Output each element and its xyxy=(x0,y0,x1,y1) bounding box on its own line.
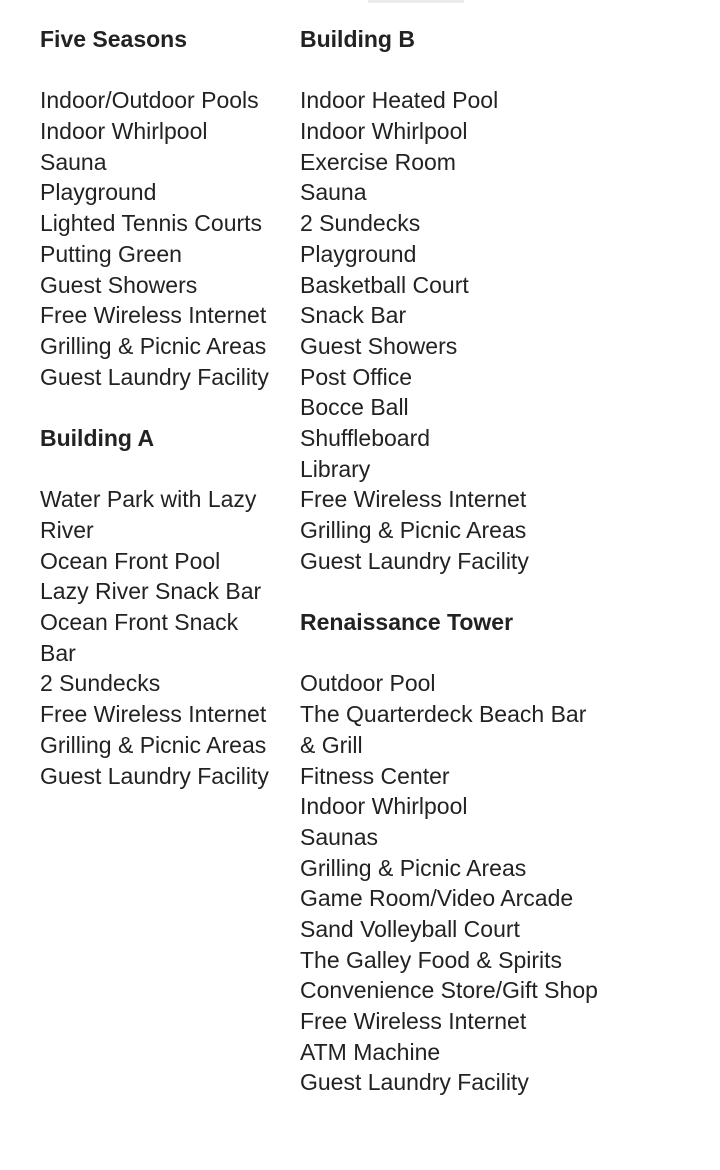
amenity-item: Post Office xyxy=(300,363,413,390)
amenity-item: Indoor Heated Pool xyxy=(300,87,499,114)
spacer xyxy=(300,638,700,669)
amenity-item: Ocean Front Snack xyxy=(40,609,239,636)
section-renaissance-tower xyxy=(300,607,700,1098)
left-column xyxy=(40,24,296,791)
amenity-item: Free Wireless Internet xyxy=(300,486,527,513)
section-heading: Five Seasons xyxy=(40,26,188,52)
amenity-item: ATM Machine xyxy=(300,1038,441,1065)
amenity-item: Convenience Store/Gift Shop xyxy=(300,977,598,1004)
amenity-item: Sauna xyxy=(300,179,367,206)
amenity-item: Grilling & Picnic Areas xyxy=(300,854,527,881)
amenity-item: Shuffleboard xyxy=(300,424,431,451)
amenity-item: Grilling & Picnic Areas xyxy=(300,517,527,543)
amenity-item: Sauna xyxy=(40,148,107,175)
amenity-item: 2 Sundecks xyxy=(300,210,421,237)
amenity-item: Fitness Center xyxy=(300,762,450,789)
amenity-item: River xyxy=(40,517,94,543)
amenity-item: Playground xyxy=(40,179,157,206)
amenity-item: Bar xyxy=(40,639,76,666)
amenity-item: Guest Laundry Facility xyxy=(40,363,269,390)
amenity-item: Putting Green xyxy=(40,240,182,267)
amenity-item: Water Park with Lazy xyxy=(40,486,257,513)
amenity-item: Free Wireless Internet xyxy=(40,302,267,329)
spacer xyxy=(40,392,296,423)
amenity-item: Guest Laundry Facility xyxy=(300,547,529,574)
amenity-item: The Galley Food & Spirits xyxy=(300,946,563,973)
amenity-item: Guest Showers xyxy=(40,271,198,298)
spacer xyxy=(40,454,296,485)
amenity-item: Free Wireless Internet xyxy=(300,1008,527,1034)
spacer xyxy=(300,576,700,607)
section-building-b xyxy=(300,24,700,576)
amenity-item: Ocean Front Pool xyxy=(40,547,221,574)
amenity-item: Grilling & Picnic Areas xyxy=(40,731,267,758)
section-heading: Renaissance Tower xyxy=(300,609,514,636)
amenity-item: Indoor Whirlpool xyxy=(300,793,468,820)
top-divider-mark xyxy=(368,0,464,3)
section-building-a xyxy=(40,423,296,791)
section-five-seasons xyxy=(40,24,296,392)
amenity-item: Indoor Whirlpool xyxy=(300,118,468,145)
amenity-item: Snack Bar xyxy=(300,302,407,329)
amenity-item: Lazy River Snack Bar xyxy=(40,578,262,605)
amenity-item: Lighted Tennis Courts xyxy=(40,210,263,237)
amenity-item: Exercise Room xyxy=(300,148,456,175)
amenity-item: Free Wireless Internet xyxy=(40,701,267,728)
spacer xyxy=(300,55,700,86)
amenity-item: Indoor Whirlpool xyxy=(40,118,208,145)
amenity-item: Sand Volleyball Court xyxy=(300,915,520,942)
amenity-item: Game Room/Video Arcade xyxy=(300,885,574,912)
amenity-item: Basketball Court xyxy=(300,271,469,298)
amenity-item: Library xyxy=(300,455,371,482)
amenity-item: & Grill xyxy=(300,731,363,758)
amenity-item: Guest Showers xyxy=(300,332,458,359)
amenity-item: Indoor/Outdoor Pools xyxy=(40,87,259,114)
section-heading: Building B xyxy=(300,26,415,52)
amenity-item: Saunas xyxy=(300,823,379,850)
amenity-item: Playground xyxy=(300,240,417,267)
amenity-item: Guest Laundry Facility xyxy=(300,1069,529,1096)
section-heading: Building A xyxy=(40,424,155,451)
amenity-item: Grilling & Picnic Areas xyxy=(40,332,267,359)
right-column xyxy=(300,24,700,1098)
amenity-item: Guest Laundry Facility xyxy=(40,762,269,789)
amenity-item: 2 Sundecks xyxy=(40,670,161,697)
amenity-item: Bocce Ball xyxy=(300,394,409,421)
amenity-item: Outdoor Pool xyxy=(300,670,436,697)
amenity-item: The Quarterdeck Beach Bar xyxy=(300,701,587,728)
spacer xyxy=(40,55,296,86)
